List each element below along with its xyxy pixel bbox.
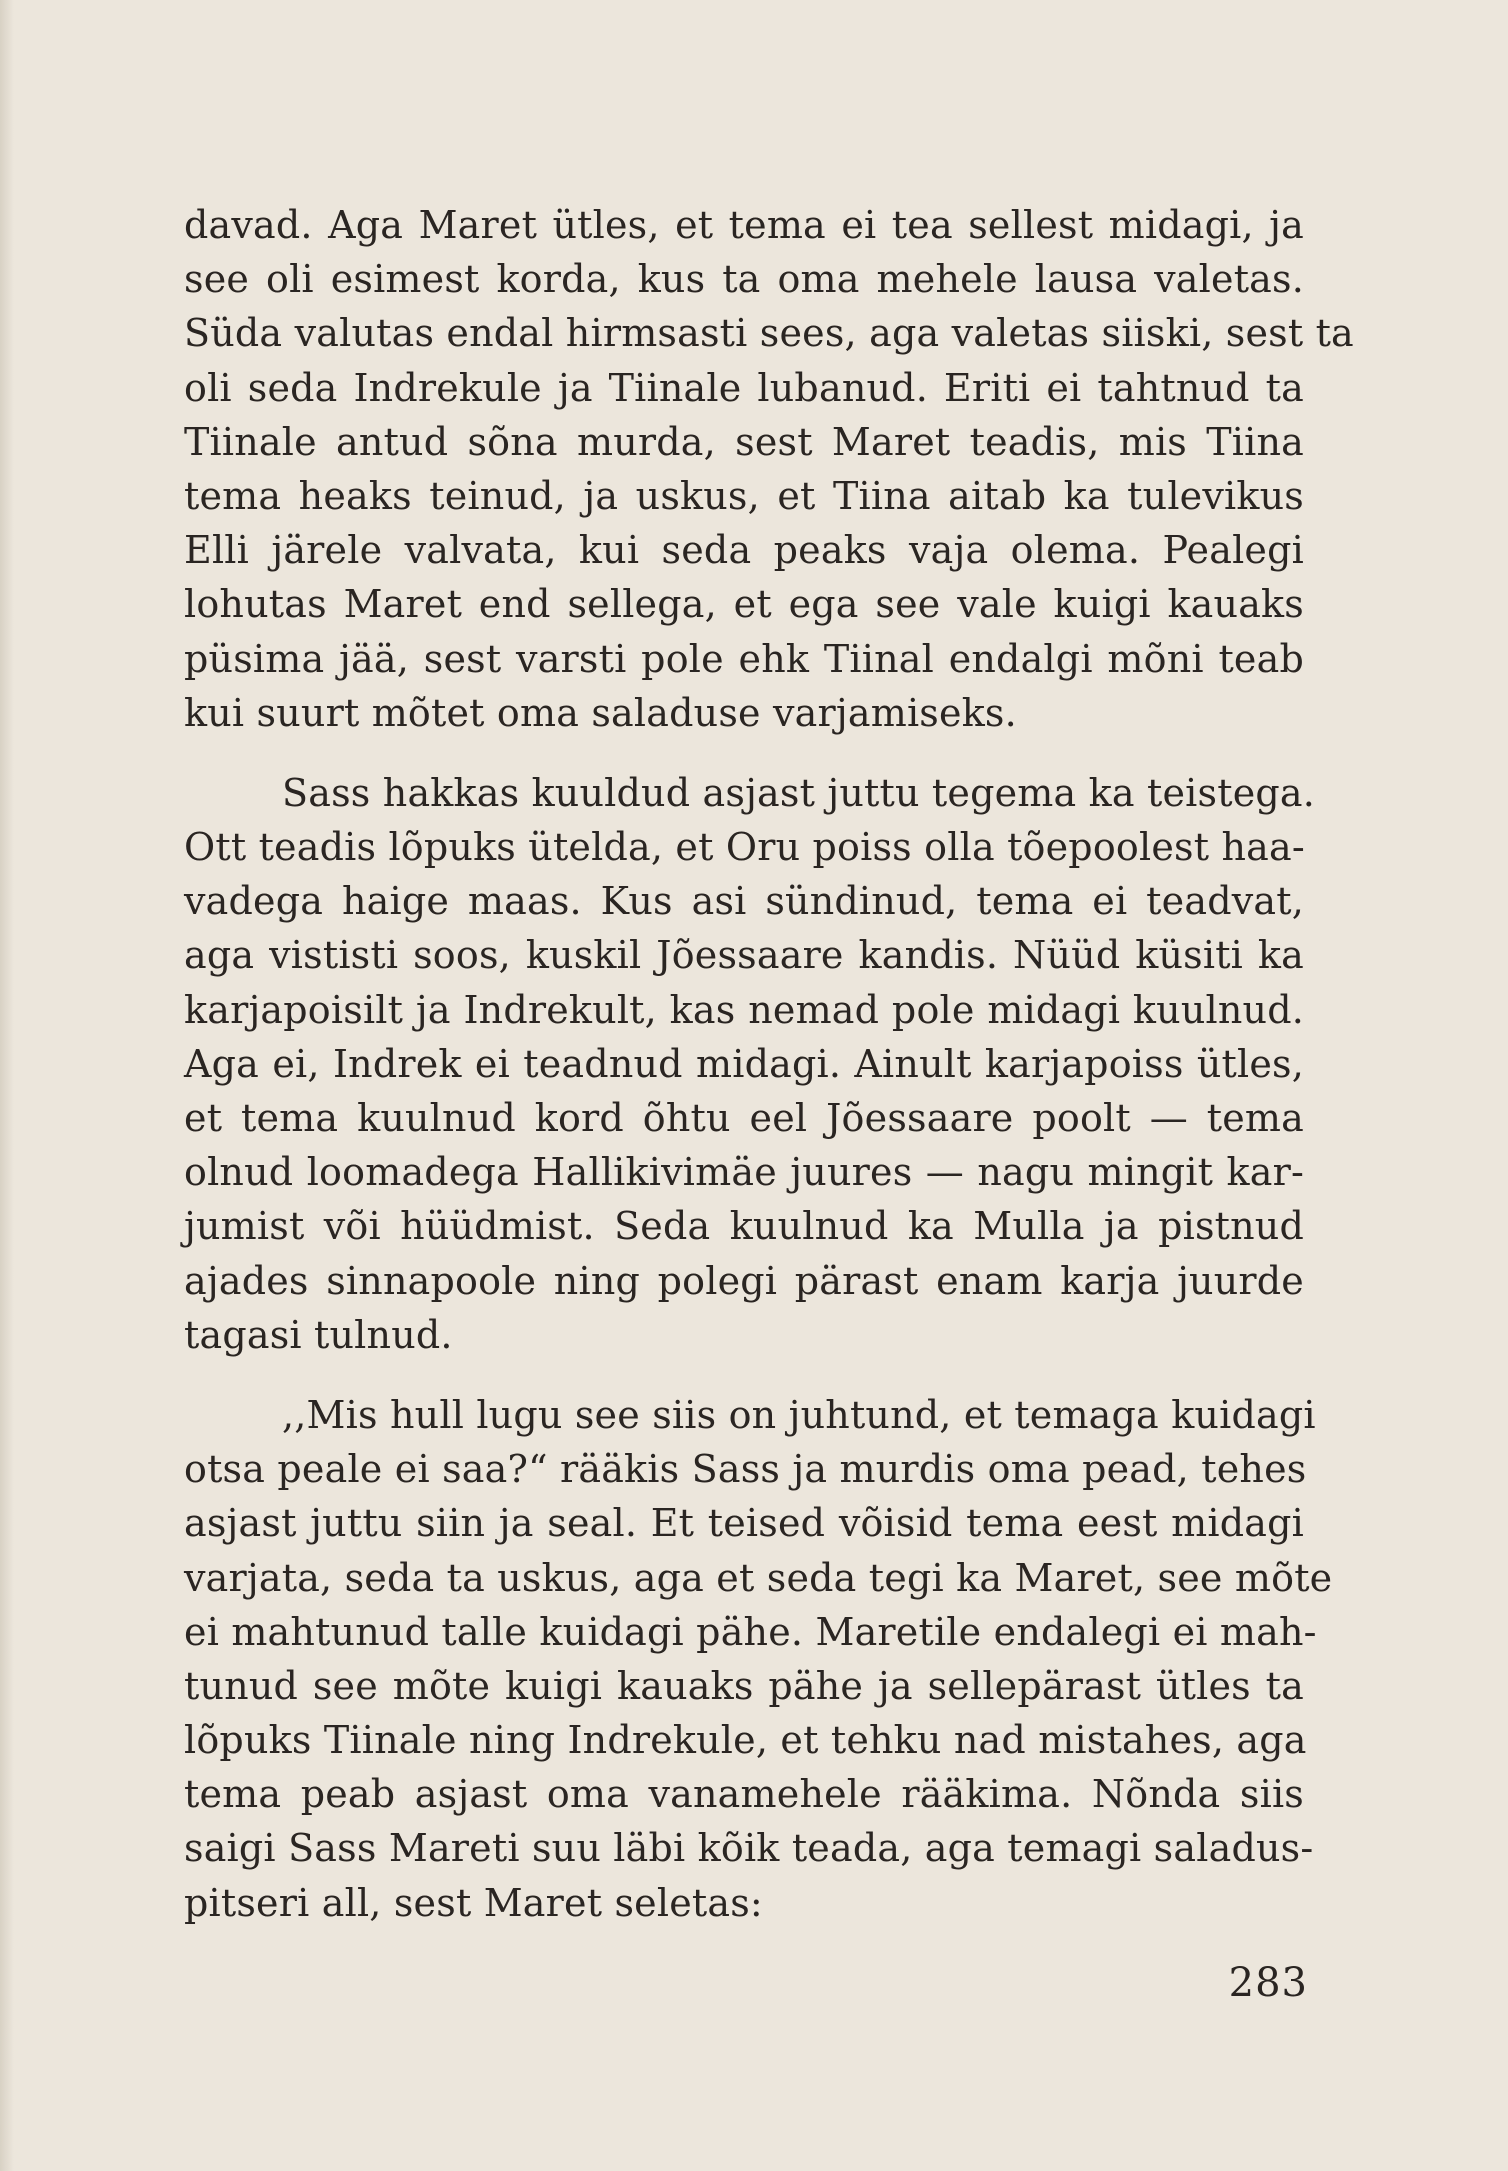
text-line: olnud loomadega Hallikivimäe juures — nagu mingit kar- — [184, 1150, 1304, 1195]
text-line: ajades sinnapoole ning polegi pärast enam karja juurde — [184, 1258, 1304, 1303]
text-line: tema peab asjast oma vanamehele rääkima. Nõnda siis — [184, 1772, 1304, 1817]
body-text — [184, 198, 1354, 1930]
text-line: ei mahtunud talle kuidagi pähe. Maretile endalegi ei mah- — [184, 1609, 1317, 1654]
text-line: karjapoisilt ja Indrekult, kas nemad pole midagi kuulnud. — [184, 987, 1304, 1032]
page-edge — [0, 0, 14, 2171]
paragraph-3 — [184, 1388, 1333, 1930]
paragraph-gap — [184, 1362, 1304, 1388]
text-line: oli seda Indrekule ja Tiinale lubanud. Eriti ei tahtnud ta — [184, 365, 1304, 410]
text-line: Aga ei, Indrek ei teadnud midagi. Ainult karjapoiss ütles, — [184, 1041, 1304, 1086]
text-line: ,,Mis hull lugu see siis on juhtund, et temaga kuidagi — [282, 1392, 1316, 1437]
text-line: Sass hakkas kuuldud asjast juttu tegema ka teistega. — [282, 770, 1316, 815]
text-line: Elli järele valvata, kui seda peaks vaja olema. Pealegi — [184, 528, 1304, 573]
text-line: tema heaks teinud, ja uskus, et Tiina aitab ka tulevikus — [184, 473, 1304, 518]
text-line: otsa peale ei saa?“ rääkis Sass ja murdis oma pead, tehes — [184, 1447, 1307, 1492]
text-line: kui suurt mõtet oma saladuse varjamiseks. — [184, 690, 1017, 735]
text-line: asjast juttu siin ja seal. Et teised võisid tema eest midagi — [184, 1501, 1304, 1546]
paragraph-2 — [184, 766, 1316, 1362]
text-line: aga vististi soos, kuskil Jõessaare kandis. Nüüd küsiti ka — [184, 933, 1304, 978]
text-line: tagasi tulnud. — [184, 1312, 453, 1357]
text-line: püsima jää, sest varsti pole ehk Tiinal endalgi mõni teab — [184, 636, 1304, 681]
text-line: vadega haige maas. Kus asi sündinud, tema ei teadvat, — [184, 879, 1304, 924]
text-line: tunud see mõte kuigi kauaks pähe ja sellepärast ütles ta — [184, 1663, 1304, 1708]
page-number: 283 — [1228, 1960, 1308, 2006]
text-line: jumist või hüüdmist. Seda kuulnud ka Mulla ja pistnud — [184, 1204, 1304, 1249]
paragraph-gap — [184, 740, 1304, 766]
text-line: saigi Sass Mareti suu läbi kõik teada, aga temagi saladus- — [184, 1826, 1314, 1871]
text-line: lohutas Maret end sellega, et ega see vale kuigi kauaks — [184, 582, 1304, 627]
text-line: see oli esimest korda, kus ta oma mehele lausa valetas. — [184, 257, 1304, 302]
text-line: Süda valutas endal hirmsasti sees, aga valetas siiski, sest ta — [184, 311, 1354, 356]
text-line: pitseri all, sest Maret seletas: — [184, 1880, 763, 1925]
paragraph-1 — [184, 198, 1354, 740]
text-line: Tiinale antud sõna murda, sest Maret teadis, mis Tiina — [184, 419, 1304, 464]
text-line: lõpuks Tiinale ning Indrekule, et tehku nad mistahes, aga — [184, 1718, 1307, 1763]
text-line: davad. Aga Maret ütles, et tema ei tea sellest midagi, ja — [184, 203, 1304, 247]
text-line: varjata, seda ta uskus, aga et seda tegi ka Maret, see mõte — [184, 1555, 1333, 1600]
text-line: Ott teadis lõpuks ütelda, et Oru poiss olla tõepoolest haa- — [184, 825, 1305, 870]
text-line: et tema kuulnud kord õhtu eel Jõessaare poolt — tema — [184, 1096, 1304, 1140]
